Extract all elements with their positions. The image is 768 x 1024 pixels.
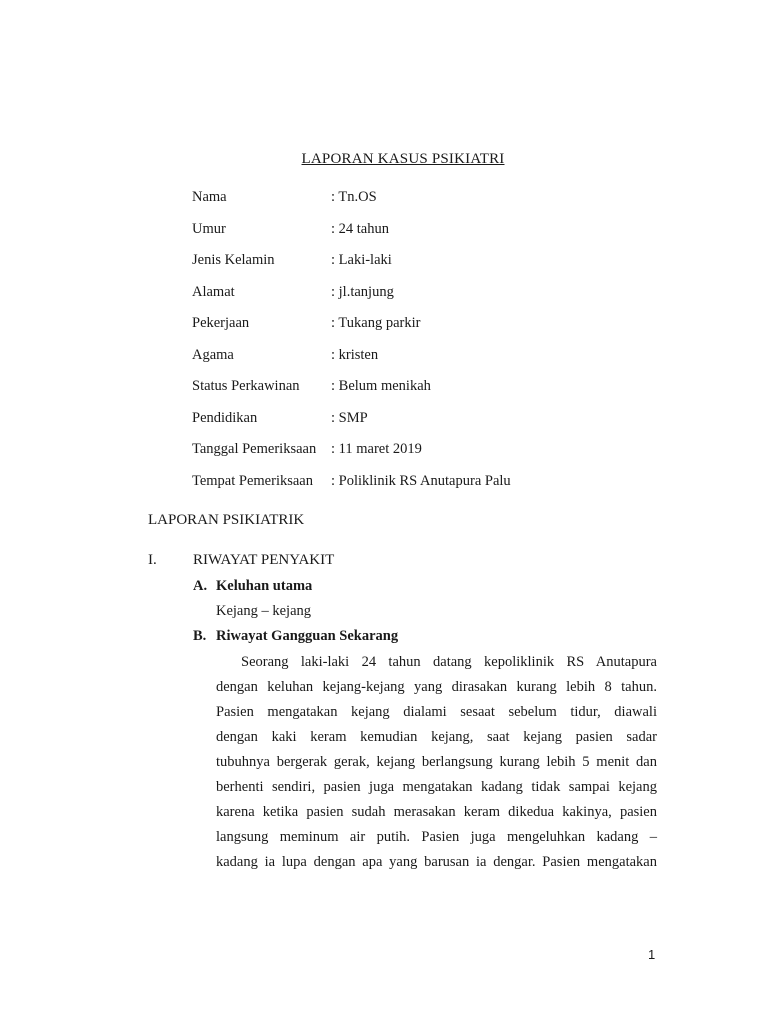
report-heading: LAPORAN PSIKIATRIK [148,512,305,528]
section-numeral: I. [148,552,157,568]
identity-label: Agama [192,347,234,363]
page-number: 1 [648,947,656,962]
identity-value: : Laki-laki [331,252,392,269]
subsection-body: Kejang – kejang [216,603,312,619]
identity-value: : Tukang parkir [331,315,420,332]
subsection-letter: A. [193,578,208,594]
paragraph-line: dengan kaki keram kemudian kejang, saat kejang pasien sadar [216,729,657,745]
identity-label: Status Perkawinan [192,378,300,394]
identity-value: : 24 tahun [331,221,389,238]
identity-value: : SMP [331,410,368,427]
paragraph-line: tubuhnya bergerak gerak, kejang berlangsung kurang lebih 5 menit dan [216,754,657,770]
identity-label: Tanggal Pemeriksaan [192,441,317,457]
identity-label: Umur [192,221,226,237]
identity-value: : 11 maret 2019 [331,441,422,458]
identity-label: Alamat [192,284,235,300]
identity-value: : jl.tanjung [331,284,394,301]
identity-value: : kristen [331,347,378,364]
identity-label: Jenis Kelamin [192,252,275,268]
identity-label: Nama [192,189,227,205]
identity-label: Tempat Pemeriksaan [192,473,313,489]
paragraph-line: karena ketika pasien sudah merasakan keram dikedua kakinya, pasien [216,804,657,820]
identity-value: : Tn.OS [331,189,377,206]
subsection-title: Riwayat Gangguan Sekarang [216,628,399,644]
paragraph-line: kadang ia lupa dengan apa yang barusan ia dengar. Pasien mengatakan [216,854,657,870]
identity-label: Pekerjaan [192,315,250,331]
subsection-title: Keluhan utama [216,578,313,594]
section-title: RIWAYAT PENYAKIT [193,552,335,568]
paragraph-line: langsung meminum air putih. Pasien juga mengeluhkan kadang – [216,829,657,845]
paragraph-line: berhenti sendiri, pasien juga mengatakan kadang tidak sampai kejang [216,779,657,795]
subsection-letter: B. [193,628,207,644]
paragraph-line: Pasien mengatakan kejang dialami sesaat sebelum tidur, diawali [216,704,657,720]
identity-value: : Belum menikah [331,378,431,395]
paragraph-line: dengan keluhan kejang-kejang yang dirasakan kurang lebih 8 tahun. [216,679,657,695]
identity-value: : Poliklinik RS Anutapura Palu [331,473,511,490]
paragraph-line: Seorang laki-laki 24 tahun datang kepoliklinik RS Anutapura [241,654,657,670]
page-title: LAPORAN KASUS PSIKIATRI [301,151,505,167]
identity-label: Pendidikan [192,410,258,426]
